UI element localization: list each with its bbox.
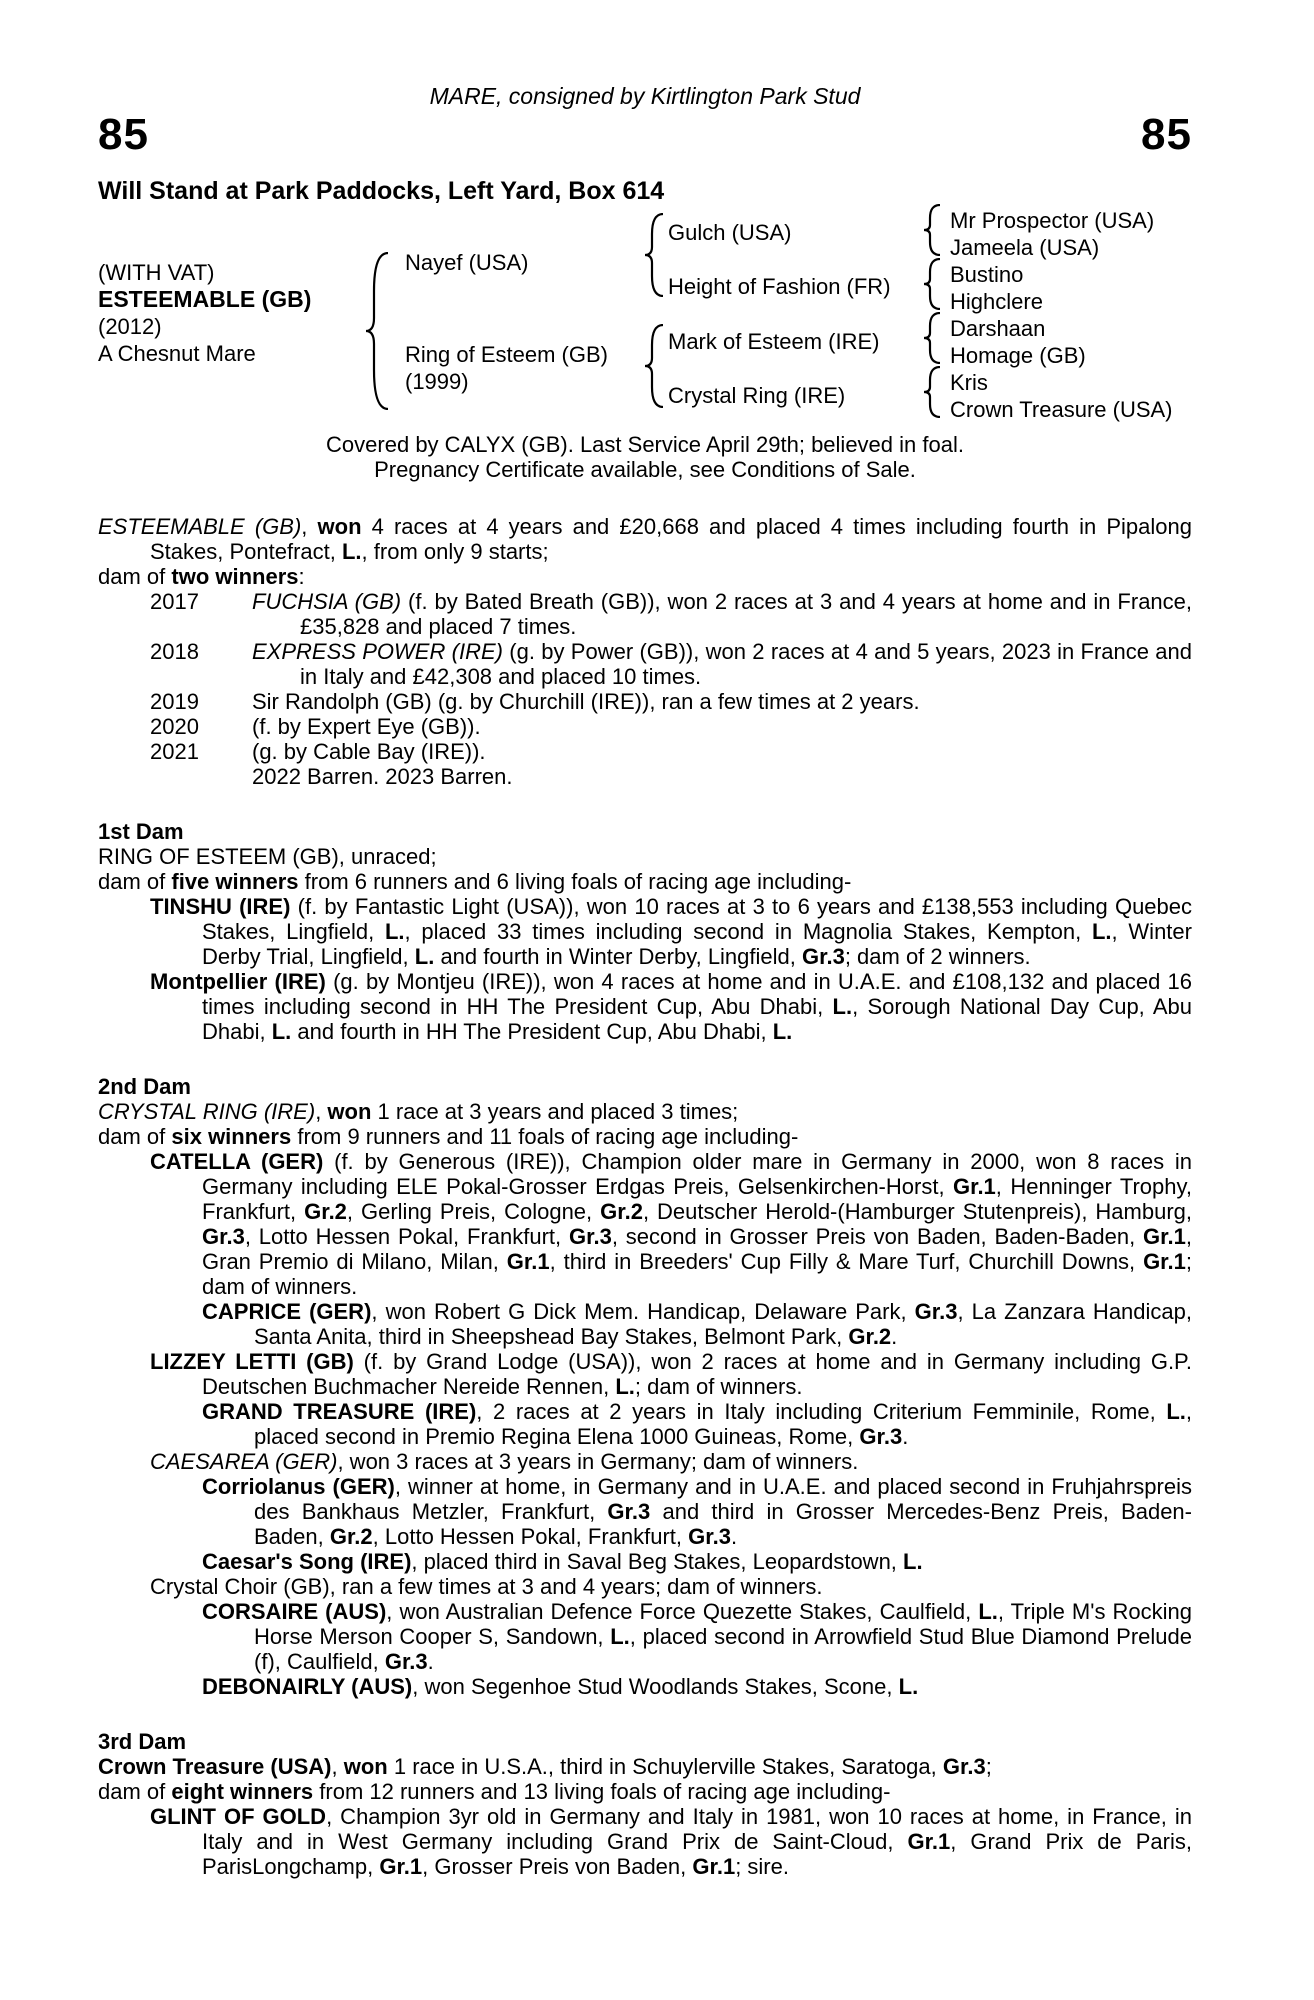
produce-row	[98, 689, 1192, 714]
produce-row	[98, 714, 1192, 739]
produce-entry: (f. by Expert Eye (GB)).	[252, 714, 481, 739]
produce-entry: Sir Randolph (GB) (g. by Churchill (IRE)), ran a few times at 2 years.	[252, 689, 920, 714]
offspring-entry: DEBONAIRLY (AUS), won Segenhoe Stud Woodlands Stakes, Scone, L.	[202, 1674, 919, 1699]
pedigree-brace-main	[366, 252, 388, 410]
dam-line: CRYSTAL RING (IRE), won 1 race at 3 years and placed 3 times;	[98, 1099, 739, 1124]
pregnancy-line: Pregnancy Certificate available, see Conditions of Sale.	[374, 457, 916, 482]
section-heading-1st-dam: 1st Dam	[98, 819, 184, 844]
barren-line: 2022 Barren. 2023 Barren.	[252, 764, 513, 789]
great-grandparent: Darshaan	[950, 316, 1046, 341]
dam-year: (1999)	[405, 369, 469, 394]
sire-name: Nayef (USA)	[405, 250, 529, 275]
produce-year: 2019	[150, 689, 199, 714]
offspring-entry: LIZZEY LETTI (GB) (f. by Grand Lodge (USA)), won 2 races at home and in Germany including G.P. Deutschen Buchmacher Nereide Rennen, L.; dam of winners.	[150, 1349, 1193, 1399]
great-grandparent: Jameela (USA)	[950, 235, 1100, 260]
pedigree-brace-gg1	[924, 204, 940, 256]
produce-row	[98, 739, 1192, 764]
subject-horse-block	[98, 259, 311, 367]
pedigree-brace-dam	[645, 324, 663, 408]
produce-year: 2018	[150, 639, 199, 664]
pedigree-brace-gg3	[924, 312, 940, 364]
produce-row	[98, 639, 1192, 689]
horse-name: ESTEEMABLE (GB)	[98, 286, 312, 312]
great-grandparent: Highclere	[950, 289, 1043, 314]
dam-block	[405, 341, 608, 395]
great-grandparent: Homage (GB)	[950, 343, 1086, 368]
horse-description: A Chesnut Mare	[98, 341, 256, 366]
consignor-line: MARE, consigned by Kirtlington Park Stud	[429, 83, 861, 109]
race-record-paragraph: ESTEEMABLE (GB), won 4 races at 4 years and £20,668 and placed 4 times including fourth in Pipalong Stakes, Pontefract, L., from only 9 starts;	[98, 514, 1192, 564]
grandparent-dam-dam: Crystal Ring (IRE)	[668, 383, 846, 408]
dam-line: RING OF ESTEEM (GB), unraced;	[98, 844, 437, 869]
pedigree-brace-gg4	[924, 366, 940, 418]
produce-year: 2021	[150, 739, 199, 764]
offspring-entry: CAESAREA (GER), won 3 races at 3 years in Germany; dam of winners.	[150, 1449, 859, 1474]
dam-of-line: dam of eight winners from 12 runners and 13 living foals of racing age including-	[98, 1779, 891, 1804]
pedigree-tree	[98, 207, 1192, 422]
produce-entry: FUCHSIA (GB) (f. by Bated Breath (GB)), won 2 races at 3 and 4 years at home and in France, £35,828 and placed 7 times.	[252, 589, 1193, 639]
section-heading-2nd-dam: 2nd Dam	[98, 1074, 191, 1099]
offspring-entry: GRAND TREASURE (IRE), 2 races at 2 years in Italy including Criterium Femminile, Rome, L., placed second in Premio Regina Elena 1000 Guineas, Rome, Gr.3.	[202, 1399, 1192, 1449]
offspring-entry: CATELLA (GER) (f. by Generous (IRE)), Champion older mare in Germany in 2000, won 8 races in Germany including ELE Pokal-Grosser Erdgas Preis, Gelsenkirchen-Horst, Gr.1, Henninger Trophy, Frankfurt, Gr.2, Gerling Preis, Cologne, Gr.2, Deutscher Herold-(Hamburger Stutenpreis), Hamburg, Gr.3, Lotto Hessen Pokal, Frankfurt, Gr.3, second in Grosser Preis von Baden, Baden-Baden, Gr.1, Gran Premio di Milano, Milan, Gr.1, third in Breeders' Cup Filly & Mare Turf, Churchill Downs, Gr.1; dam of winners.	[150, 1149, 1193, 1299]
lot-number-row	[98, 110, 1192, 161]
with-vat-note: (WITH VAT)	[98, 260, 215, 285]
produce-year: 2017	[150, 589, 199, 614]
horse-foaling-year: (2012)	[98, 314, 162, 339]
offspring-entry: Crystal Choir (GB), ran a few times at 3 and 4 years; dam of winners.	[150, 1574, 823, 1599]
produce-row	[98, 589, 1192, 639]
dam-of-line: dam of five winners from 6 runners and 6 living foals of racing age including-	[98, 869, 852, 894]
offspring-entry: CAPRICE (GER), won Robert G Dick Mem. Handicap, Delaware Park, Gr.3, La Zanzara Handicap, Santa Anita, third in Sheepshead Bay Stakes, Belmont Park, Gr.2.	[202, 1299, 1192, 1349]
dam-name: Ring of Esteem (GB)	[405, 342, 608, 367]
grandparent-dam-sire: Mark of Esteem (IRE)	[668, 329, 880, 354]
stand-location-heading: Will Stand at Park Paddocks, Left Yard, Box 614	[98, 177, 665, 205]
produce-entry: EXPRESS POWER (IRE) (g. by Power (GB)), won 2 races at 4 and 5 years, 2023 in France and in Italy and £42,308 and placed 10 times.	[252, 639, 1193, 689]
great-grandparent: Mr Prospector (USA)	[950, 208, 1155, 233]
grandparent-sire-sire: Gulch (USA)	[668, 220, 792, 245]
covering-note	[98, 432, 1192, 482]
great-grandparent: Kris	[950, 370, 988, 395]
grandparent-sire-dam: Height of Fashion (FR)	[668, 274, 891, 299]
dam-of-line: dam of two winners:	[98, 564, 305, 589]
dam-line: Crown Treasure (USA), won 1 race in U.S.A., third in Schuylerville Stakes, Saratoga, Gr.3;	[98, 1754, 992, 1779]
offspring-entry: TINSHU (IRE) (f. by Fantastic Light (USA)), won 10 races at 3 to 6 years and £138,553 including Quebec Stakes, Lingfield, L., placed 33 times including second in Magnolia Stakes, Kempton, L., Winter Derby Trial, Lingfield, L. and fourth in Winter Derby, Lingfield, Gr.3; dam of 2 winners.	[150, 894, 1193, 969]
offspring-entry: Caesar's Song (IRE), placed third in Saval Beg Stakes, Leopardstown, L.	[202, 1549, 923, 1574]
great-grandparent: Bustino	[950, 262, 1024, 287]
great-grandparent: Crown Treasure (USA)	[950, 397, 1173, 422]
produce-year: 2020	[150, 714, 199, 739]
offspring-entry: Montpellier (IRE) (g. by Montjeu (IRE)), won 4 races at home and in U.A.E. and £108,132 and placed 16 times including second in HH The President Cup, Abu Dhabi, L., Sorough National Day Cup, Abu Dhabi, L. and fourth in HH The President Cup, Abu Dhabi, L.	[150, 969, 1192, 1044]
offspring-entry: Corriolanus (GER), winner at home, in Germany and in U.A.E. and placed second in Fruhjahrspreis des Bankhaus Metzler, Frankfurt, Gr.3 and third in Grosser Mercedes-Benz Preis, Baden-Baden, Gr.2, Lotto Hessen Pokal, Frankfurt, Gr.3.	[202, 1474, 1192, 1549]
covering-line: Covered by CALYX (GB). Last Service April 29th; believed in foal.	[326, 432, 964, 457]
produce-entry: (g. by Cable Bay (IRE)).	[252, 739, 486, 764]
dam-of-line: dam of six winners from 9 runners and 11 foals of racing age including-	[98, 1124, 799, 1149]
section-heading-3rd-dam: 3rd Dam	[98, 1729, 187, 1754]
offspring-entry: CORSAIRE (AUS), won Australian Defence Force Quezette Stakes, Caulfield, L., Triple M's Rocking Horse Merson Cooper S, Sandown, L., placed second in Arrowfield Stud Blue Diamond Prelude (f), Caulfield, Gr.3.	[202, 1599, 1192, 1674]
lot-number-left: 85	[98, 110, 149, 159]
pedigree-brace-gg2	[924, 258, 940, 310]
lot-number-right: 85	[1141, 110, 1192, 159]
pedigree-brace-sire	[645, 213, 663, 297]
offspring-entry: GLINT OF GOLD, Champion 3yr old in Germany and Italy in 1981, won 10 races at home, in France, in Italy and in West Germany including Grand Prix de Saint-Cloud, Gr.1, Grand Prix de Paris, ParisLongchamp, Gr.1, Grosser Preis von Baden, Gr.1; sire.	[150, 1804, 1192, 1879]
